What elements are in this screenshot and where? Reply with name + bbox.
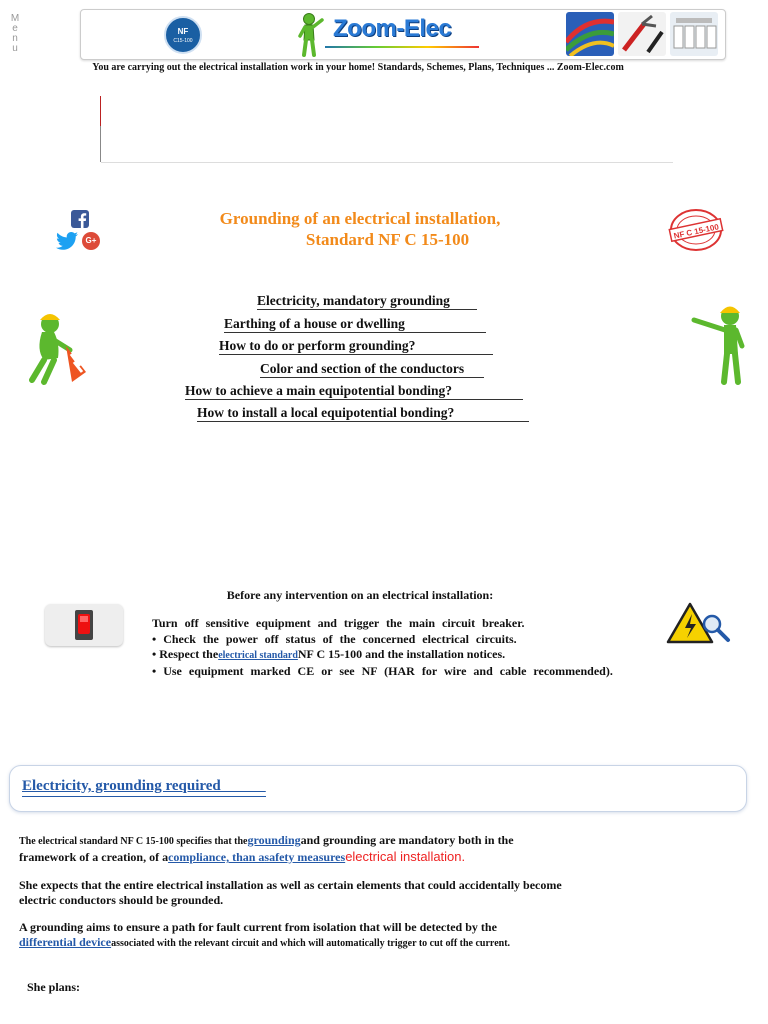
safety-text: NF C 15-100 and the installation notices. xyxy=(297,647,506,661)
horizontal-divider xyxy=(101,162,673,163)
body-text: framework of a creation, of a xyxy=(19,850,169,864)
worker-pointing-icon xyxy=(690,302,750,388)
nf-stamp-icon xyxy=(668,208,724,252)
toc-link-color-section[interactable]: Color and section of the conductors xyxy=(260,361,485,376)
toc-link-perform-grounding[interactable]: How to do or perform grounding? xyxy=(219,338,494,353)
paragraph-standard xyxy=(19,833,514,865)
body-text: She expects that the entire electrical installation as well as certain elements that could accidentally become xyxy=(19,878,562,892)
badge-line1: NF xyxy=(177,27,189,36)
menu-letter: n xyxy=(12,33,18,44)
page-title xyxy=(150,208,570,250)
toc-link-earthing-house[interactable]: Earthing of a house or dwelling xyxy=(224,316,486,331)
menu-letter: M xyxy=(10,13,20,24)
page-title-line2: Standard NF C 15-100 xyxy=(305,230,470,249)
differential-device-link[interactable]: differential device xyxy=(19,935,112,949)
worker-with-cone-icon xyxy=(14,310,90,388)
mascot-icon xyxy=(295,12,325,58)
banner-images xyxy=(566,12,722,56)
toc-link-main-bonding[interactable]: How to achieve a main equipotential bonding? xyxy=(185,383,523,398)
twitter-icon[interactable] xyxy=(56,232,78,250)
google-plus-label: G+ xyxy=(85,236,97,245)
badge-line2: C15-100 xyxy=(173,38,193,44)
toc-link-local-bonding[interactable]: How to install a local equipotential bonding? xyxy=(197,405,529,420)
social-links xyxy=(56,210,104,252)
safety-line: • Check the power off status of the concerned electrical circuits. xyxy=(152,631,517,646)
paragraph-expectations xyxy=(19,878,562,908)
body-text: ated with the relevant circuit and which will automatically trigger to cut off the current. xyxy=(136,938,511,949)
danger-warning-icon xyxy=(666,600,732,648)
electrical-installation-text: electrical installation. xyxy=(345,849,466,864)
compliance-link[interactable]: compliance, than a xyxy=(168,850,265,864)
breakers-image-icon xyxy=(670,12,718,56)
safety-line xyxy=(152,647,628,664)
logo-text: Zoom-Elec xyxy=(333,15,452,42)
breaker-switch-icon xyxy=(73,608,95,642)
cables-image-icon xyxy=(566,12,614,56)
section-title-grounding-required[interactable]: Electricity, grounding required xyxy=(22,778,266,797)
stamp-text: NF C 15-100 xyxy=(672,222,720,241)
grounding-link[interactable]: grounding xyxy=(247,833,301,847)
paragraph-she-plans: She plans: xyxy=(27,980,81,994)
safety-line: • Use equipment marked CE or see NF (HAR for wire and cable recommended). xyxy=(152,663,613,678)
toc-link-mandatory-grounding[interactable]: Electricity, mandatory grounding xyxy=(257,293,477,308)
vertical-divider xyxy=(100,96,101,126)
google-plus-icon[interactable] xyxy=(82,232,100,250)
facebook-icon[interactable] xyxy=(71,210,89,228)
safety-instructions xyxy=(152,616,628,679)
menu-letter: u xyxy=(12,43,18,54)
body-text: associ xyxy=(111,938,137,949)
tools-image-icon xyxy=(618,12,666,56)
safety-text: • Respect the xyxy=(152,647,219,661)
menu-toggle[interactable] xyxy=(8,14,22,54)
body-text: A grounding aims to ensure a path for fault current from isolation that will be detected by the xyxy=(19,920,497,934)
safety-line: Turn off sensitive equipment and trigger the main circuit breaker. xyxy=(152,616,525,630)
nf-badge-icon xyxy=(164,16,202,54)
body-text: The electrical standard NF C 15-100 specifies that the xyxy=(19,836,248,847)
site-banner[interactable] xyxy=(80,9,726,60)
paragraph-grounding-aim xyxy=(19,920,510,951)
breaker-switch-image xyxy=(45,604,123,646)
body-text: and grounding are mandatory both in the xyxy=(300,833,514,847)
warning-heading: Before any intervention on an electrical installation: xyxy=(226,588,494,602)
vertical-divider xyxy=(100,126,101,162)
electrical-standard-link[interactable]: electrical standard xyxy=(218,650,298,661)
logo-underline xyxy=(325,46,479,48)
menu-letter: e xyxy=(12,23,18,34)
site-tagline: You are carrying out the electrical installation work in your home! Standards, Schemes, Plans, Techniques ... Zoom-Elec.com xyxy=(92,62,624,73)
body-text: electric conductors should be grounded. xyxy=(19,893,224,907)
safety-measures-link[interactable]: safety measures xyxy=(264,850,346,864)
page-title-line1: Grounding of an electrical installation, xyxy=(219,209,501,228)
